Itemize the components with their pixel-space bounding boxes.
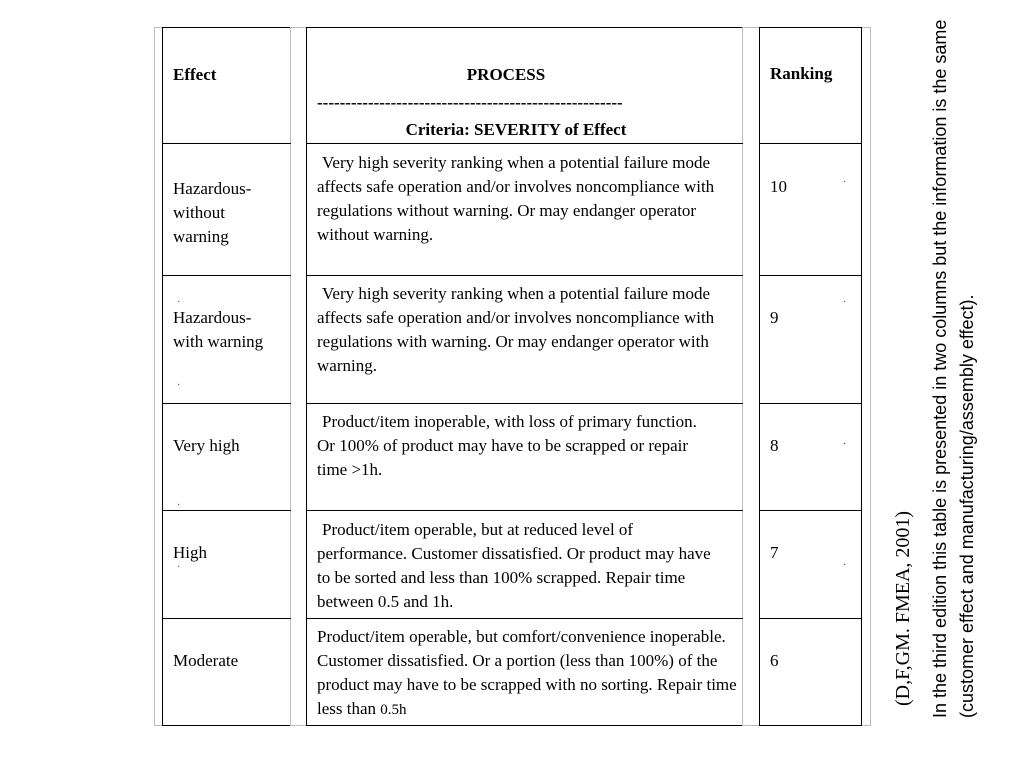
row-divider bbox=[162, 143, 291, 144]
speck: · bbox=[843, 177, 847, 188]
speck: · bbox=[177, 562, 181, 573]
header-dashes: ------------------------------------------------------ bbox=[317, 93, 623, 112]
column-gap-1 bbox=[290, 27, 307, 726]
row-divider bbox=[162, 275, 291, 276]
ranking-column bbox=[759, 27, 862, 726]
criteria-cell: Very high severity ranking when a potential failure mode affects safe operation and/or involves noncompliance with regulations with warning. Or may endanger operator with warning. bbox=[317, 284, 715, 375]
row-divider bbox=[306, 510, 743, 511]
ranking-cell: 10 bbox=[770, 177, 787, 196]
row-divider bbox=[759, 510, 862, 511]
speck: · bbox=[843, 560, 847, 571]
effect-cell: Very high bbox=[173, 436, 240, 455]
ranking-cell: 7 bbox=[770, 543, 779, 562]
effect-cell: Moderate bbox=[173, 651, 239, 670]
criteria-text: Product/item operable, but comfort/convenience inoperable. Customer dissatisfied. Or a portion (less than 100%) of the product may have to be scrapped with no sorting. Repair time less than bbox=[317, 627, 737, 718]
row-divider bbox=[306, 275, 743, 276]
effect-column bbox=[162, 27, 291, 726]
speck: · bbox=[177, 297, 181, 308]
side-note-line2: (customer effect and manufacturing/assembly effect). bbox=[957, 294, 977, 718]
side-note-line1: In the third edition this table is presented in two columns but the information is the same bbox=[930, 19, 950, 718]
row-divider bbox=[759, 275, 862, 276]
row-divider bbox=[306, 403, 743, 404]
row-divider bbox=[162, 403, 291, 404]
row-divider bbox=[306, 618, 743, 619]
column-gap-2 bbox=[742, 27, 760, 726]
criteria-header: Criteria: SEVERITY of Effect bbox=[405, 120, 627, 139]
effect-cell: Hazardous- with warning bbox=[173, 308, 264, 351]
ranking-cell: 8 bbox=[770, 436, 779, 455]
row-divider bbox=[759, 403, 862, 404]
criteria-cell: Very high severity ranking when a potential failure mode affects safe operation and/or involves noncompliance with regulations without warning. Or may endanger operator without warning. bbox=[317, 153, 715, 244]
ranking-cell: 9 bbox=[770, 308, 779, 327]
criteria-cell bbox=[317, 625, 737, 722]
ranking-cell: 6 bbox=[770, 651, 779, 670]
row-divider bbox=[306, 143, 743, 144]
process-header: PROCESS bbox=[466, 65, 546, 84]
citation: (D,F,GM. FMEA, 2001) bbox=[892, 510, 914, 706]
speck: · bbox=[843, 297, 847, 308]
row-divider bbox=[162, 510, 291, 511]
effect-header: Effect bbox=[173, 65, 217, 84]
effect-cell: Hazardous- without warning bbox=[173, 179, 252, 246]
ranking-header: Ranking bbox=[770, 64, 833, 83]
effect-cell: High bbox=[173, 543, 207, 562]
row-divider bbox=[759, 618, 862, 619]
row-divider bbox=[759, 143, 862, 144]
speck: · bbox=[177, 500, 181, 511]
criteria-cell: Product/item operable, but at reduced level of performance. Customer dissatisfied. Or product may have to be sorted and less than 100% scrapped. Repair time between 0.5 and 1h. bbox=[317, 520, 711, 611]
speck: · bbox=[843, 439, 847, 450]
speck: · bbox=[177, 380, 181, 391]
criteria-suffix: 0.5h bbox=[380, 702, 407, 718]
criteria-cell: Product/item inoperable, with loss of primary function. Or 100% of product may have to be scrapped or repair time >1h. bbox=[317, 412, 697, 479]
row-divider bbox=[162, 618, 291, 619]
